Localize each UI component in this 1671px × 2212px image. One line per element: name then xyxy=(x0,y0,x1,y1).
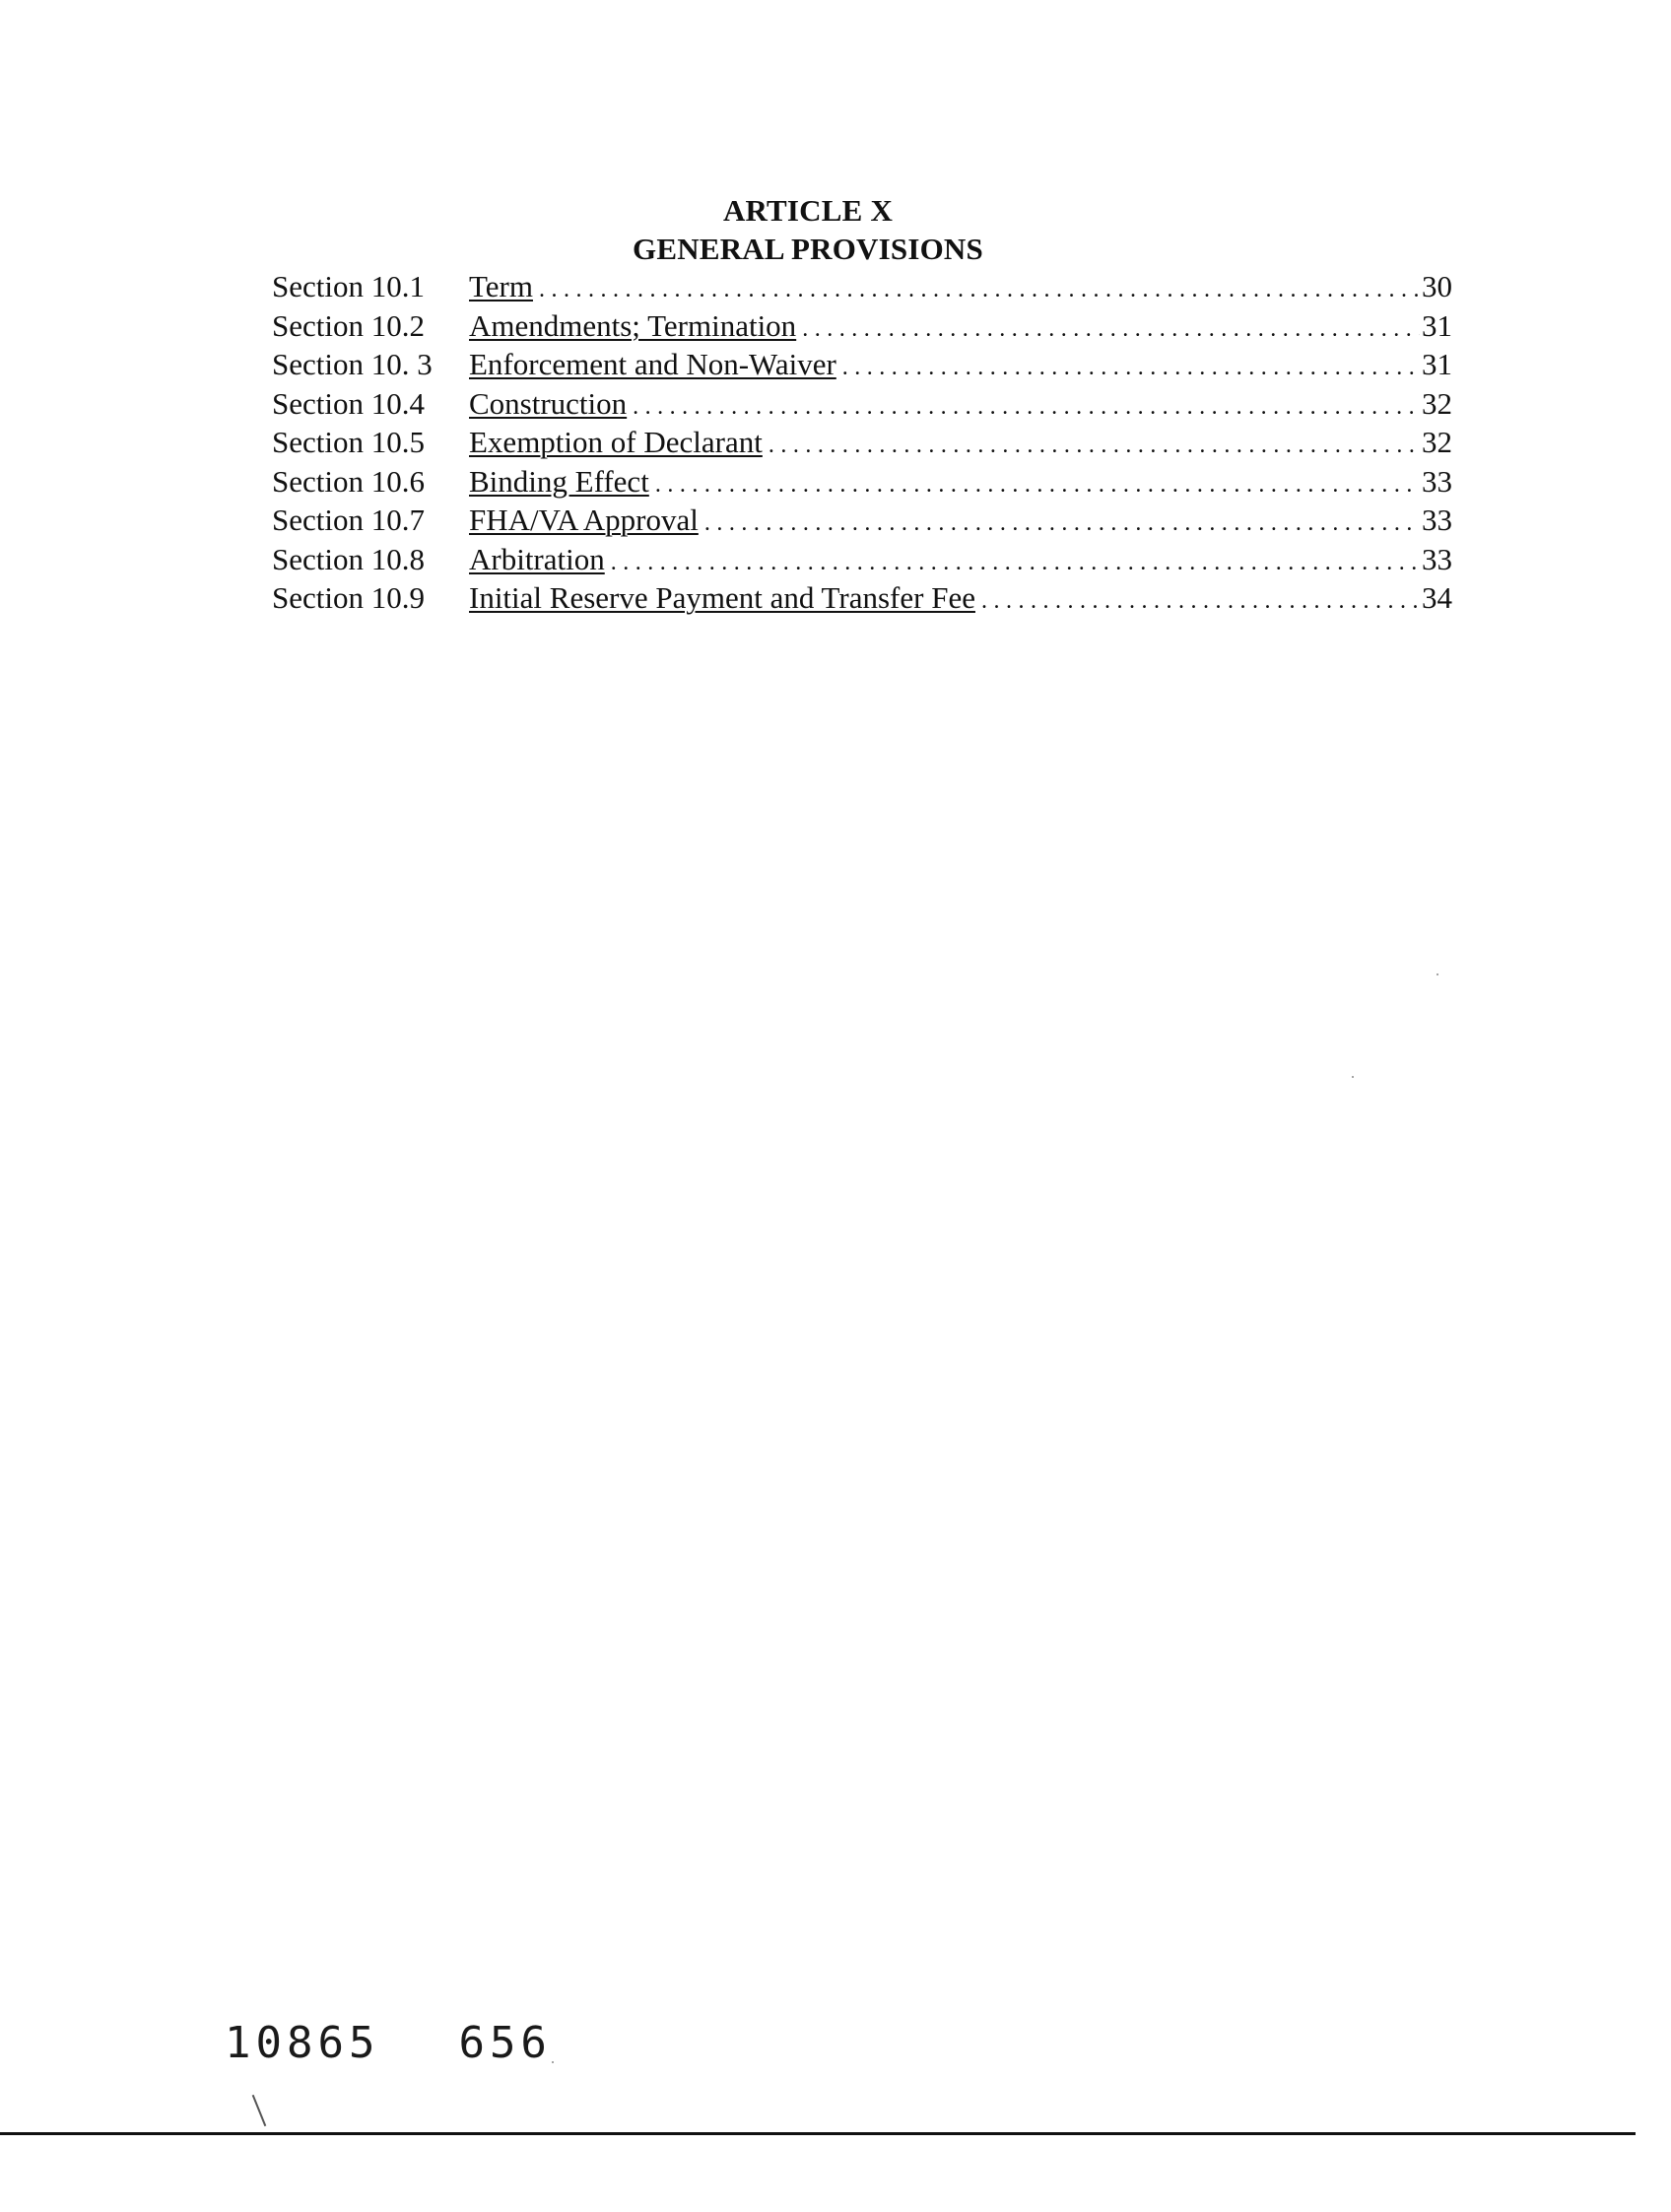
section-title: Binding Effect xyxy=(469,463,649,499)
scan-speck xyxy=(1352,1076,1354,1078)
section-title: Construction xyxy=(469,385,628,421)
page-number: 34 xyxy=(1422,580,1452,615)
toc-entry-10-1 xyxy=(272,269,1452,308)
section-number: Section 10.4 xyxy=(272,385,425,421)
section-title: Initial Reserve Payment and Transfer Fee xyxy=(469,580,975,615)
recording-page-number: 656 xyxy=(458,2018,552,2068)
dot-leader xyxy=(655,473,1420,497)
toc-entry-10-9 xyxy=(272,580,1452,620)
toc-entry-10-8 xyxy=(272,542,1452,581)
dot-leader xyxy=(842,356,1420,379)
page-number: 31 xyxy=(1422,347,1452,381)
dot-leader xyxy=(704,511,1420,535)
recording-book-number: 10865 xyxy=(225,2018,380,2068)
section-title: FHA/VA Approval xyxy=(469,503,699,537)
table-of-contents xyxy=(272,269,1452,620)
dot-leader xyxy=(611,551,1420,574)
section-number: Section 10.5 xyxy=(272,425,425,459)
toc-entry-10-6 xyxy=(272,464,1452,503)
toc-entry-10-5 xyxy=(272,425,1452,464)
article-number: ARTICLE X xyxy=(722,193,894,228)
article-title: GENERAL PROVISIONS xyxy=(633,232,983,266)
section-title: Enforcement and Non-Waiver xyxy=(469,347,836,381)
toc-entry-10-2 xyxy=(272,308,1452,348)
scan-speck xyxy=(552,2061,554,2063)
page-number: 32 xyxy=(1422,385,1452,421)
section-title: Arbitration xyxy=(469,541,605,576)
dot-leader xyxy=(769,434,1420,457)
section-number: Section 10.6 xyxy=(272,463,425,499)
page-number: 33 xyxy=(1422,463,1452,499)
scan-mark xyxy=(252,2095,267,2126)
toc-entry-10-3 xyxy=(272,347,1452,386)
dot-leader xyxy=(633,395,1420,419)
recording-stamp xyxy=(225,2018,552,2068)
dot-leader xyxy=(802,317,1420,341)
section-number: Section 10.9 xyxy=(272,580,425,615)
page-number: 30 xyxy=(1422,269,1452,303)
toc-entry-10-7 xyxy=(272,503,1452,542)
dot-leader xyxy=(981,589,1420,613)
section-number: Section 10.8 xyxy=(272,541,425,576)
section-number: Section 10. 3 xyxy=(272,347,433,381)
section-title: Exemption of Declarant xyxy=(469,425,763,459)
scan-speck xyxy=(1437,973,1438,975)
section-number: Section 10.1 xyxy=(272,269,425,303)
page-number: 33 xyxy=(1422,503,1452,537)
section-number: Section 10.2 xyxy=(272,307,425,343)
toc-entry-10-4 xyxy=(272,386,1452,426)
page-bottom-rule xyxy=(0,2132,1636,2135)
section-number: Section 10.7 xyxy=(272,503,425,537)
section-title: Amendments; Termination xyxy=(469,307,797,343)
page-number: 33 xyxy=(1422,541,1452,576)
page-number: 32 xyxy=(1422,425,1452,459)
dot-leader xyxy=(539,278,1420,302)
section-title: Term xyxy=(469,269,533,303)
page-number: 31 xyxy=(1422,307,1452,343)
